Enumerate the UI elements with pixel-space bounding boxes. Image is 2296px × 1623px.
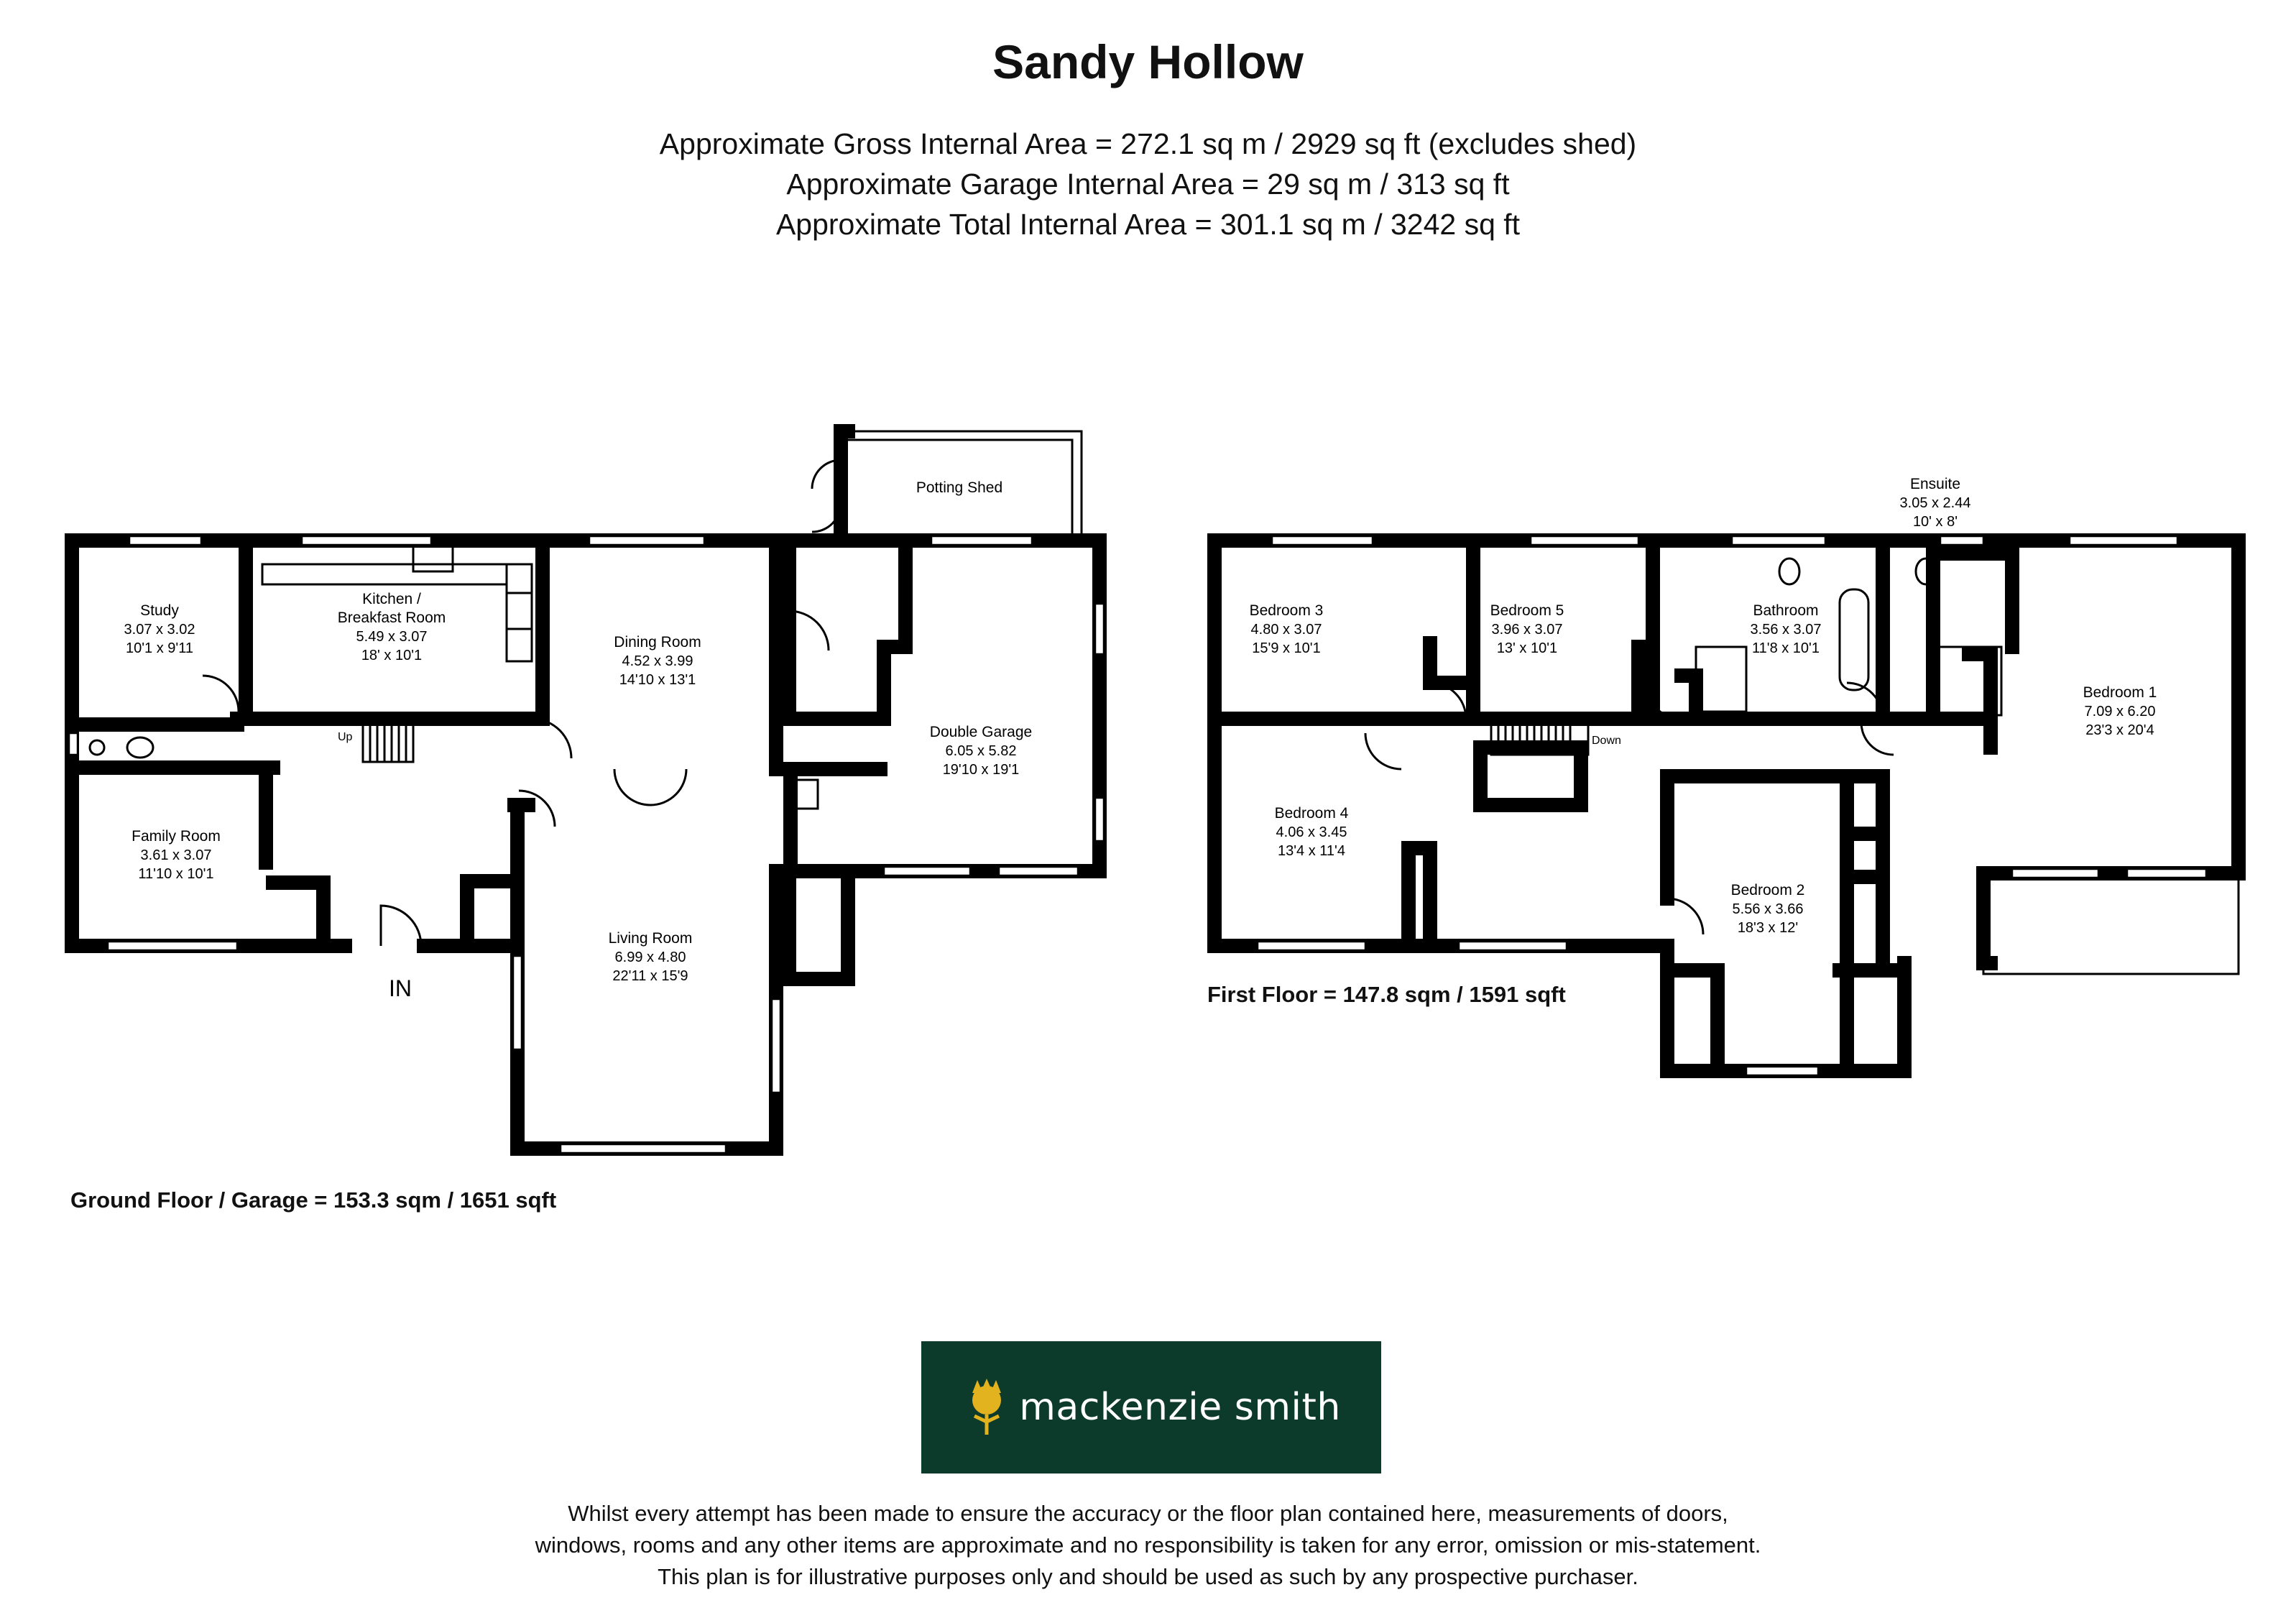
disclaimer-line-2: windows, rooms and any other items are approximate and no responsibility is taken for any error, omission or mis-statement. [535,1532,1761,1558]
wc-toilet-icon [127,737,153,758]
ensuite-imperial: 10' x 8' [1912,514,1958,530]
bedroom3-window [1272,536,1373,545]
potting-shed-wall [841,431,848,541]
study-imperial: 10'1 x 9'11 [125,640,194,656]
study-metric: 3.07 x 3.02 [124,622,195,638]
bedroom1-balcony-door [2012,869,2098,878]
bedroom2-window [1746,1067,1818,1075]
dining-double-doors [614,769,686,805]
living-bay-window [561,1144,726,1153]
dining-window [589,536,704,545]
wc-window [69,733,78,755]
stairs-down-label: Down [1592,735,1621,747]
hob-icon [507,593,532,629]
kitchen-metric: 5.49 x 3.07 [356,629,428,645]
bathroom-toilet-icon [1779,558,1799,584]
bedroom1-balcony-window [2127,869,2206,878]
living-name: Living Room [608,930,693,947]
bedroom1-metric: 7.09 x 6.20 [2084,704,2156,719]
garage-name: Double Garage [929,724,1033,740]
bathroom-imperial: 11'8 x 10'1 [1751,640,1820,656]
family-name: Family Room [132,828,221,845]
garage-side-window [1095,604,1104,654]
bedroom1-window [2070,536,2177,545]
ground-floor-area-label: Ground Floor / Garage = 153.3 sqm / 1651 sqft [70,1187,557,1213]
bathroom-window [1732,536,1825,545]
ground-floor-plan [69,431,1104,1153]
bedroom2-imperial: 18'3 x 12' [1737,920,1799,936]
disclaimer-line-3: This plan is for illustrative purposes only and should be used as such by any prospective purchaser. [658,1564,1638,1589]
plan-title: Sandy Hollow [992,35,1304,88]
kitchen-name-line2: Breakfast Room [337,610,446,626]
ensuite-window [1940,536,1983,545]
living-side-window-left [513,956,522,1049]
stairs-up-label: Up [338,731,353,743]
total-area-line: Approximate Total Internal Area = 301.1 sq m / 3242 sq ft [775,208,1521,241]
bedroom2-metric: 5.56 x 3.66 [1732,901,1804,917]
study-name: Study [140,602,179,619]
gross-area-line: Approximate Gross Internal Area = 272.1 sq m / 2929 sq ft (excludes shed) [659,127,1637,160]
wc-basin-icon [90,740,104,755]
ground-outer-wall [72,541,1099,1149]
garage-door-left [884,867,970,875]
living-imperial: 22'11 x 15'9 [612,968,688,984]
garage-side-window-2 [1095,798,1104,841]
hall-door [203,676,239,712]
dining-name: Dining Room [614,634,701,650]
thistle-icon [962,1379,1012,1436]
bedroom2-name: Bedroom 2 [1730,882,1805,898]
family-imperial: 11'10 x 10'1 [138,866,214,882]
disclaimer-line-1: Whilst every attempt has been made to ensure the accuracy or the floor plan contained here, measurements of doors, [568,1501,1728,1526]
kitchen-name: Kitchen / [362,591,421,607]
bedroom4-metric: 4.06 x 3.45 [1276,824,1347,840]
front-door [381,906,421,946]
bedroom1-imperial: 23'3 x 20'4 [2085,722,2154,738]
garage-inner-walls [776,541,905,871]
agent-logo-text: mackenzie smith [1019,1386,1341,1429]
garage-rear-window [931,536,1032,545]
bedroom3-imperial: 15'9 x 10'1 [1252,640,1321,656]
bathroom-shower-icon [1696,647,1746,712]
entrance-label: IN [389,975,412,1001]
kitchen-counter-side [507,564,532,661]
agent-logo [921,1341,1381,1473]
bathroom-name: Bathroom [1753,602,1819,619]
kitchen-counter [262,564,507,584]
garage-area-line: Approximate Garage Internal Area = 29 sq m / 313 sq ft [786,167,1510,201]
family-window [108,942,237,950]
living-metric: 6.99 x 4.80 [614,950,686,965]
first-floor-area-label: First Floor = 147.8 sqm / 1591 sqft [1207,982,1566,1007]
landing-window [1459,942,1567,950]
garage-door-right [999,867,1078,875]
kitchen-imperial: 18' x 10'1 [361,648,423,663]
bedroom5-name: Bedroom 5 [1490,602,1564,619]
bedroom5-metric: 3.96 x 3.07 [1491,622,1563,638]
bathroom-bath-icon [1840,589,1868,690]
garage-imperial: 19'10 x 19'1 [942,762,1020,778]
living-side-window-right [772,999,780,1093]
bedroom4-name: Bedroom 4 [1274,805,1349,822]
first-stairwell [1480,748,1581,805]
bedroom5-window [1531,536,1638,545]
family-metric: 3.61 x 3.07 [140,847,212,863]
ensuite-name: Ensuite [1909,476,1961,492]
bedroom1-door [1861,722,1894,755]
bedroom4-window [1258,942,1365,950]
balcony-outline [1983,881,2239,974]
bedroom3-name: Bedroom 3 [1249,602,1324,619]
bedroom5-imperial: 13' x 10'1 [1496,640,1558,656]
dining-metric: 4.52 x 3.99 [622,653,693,669]
bathroom-metric: 3.56 x 3.07 [1750,622,1822,638]
ensuite-metric: 3.05 x 2.44 [1899,495,1971,511]
bedroom3-metric: 4.80 x 3.07 [1250,622,1322,638]
potting-shed-name: Potting Shed [916,479,1003,496]
garage-metric: 6.05 x 5.82 [945,743,1017,759]
bedroom1-walls [1983,719,2239,934]
kitchen-sink-icon [413,546,453,571]
dining-imperial: 14'10 x 13'1 [619,672,696,688]
kitchen-window [302,536,431,545]
study-window [129,536,201,545]
bedroom4-door [1365,733,1401,769]
bedroom1-name: Bedroom 1 [2083,684,2157,701]
disclaimer [0,1498,2296,1593]
bedroom4-imperial: 13'4 x 11'4 [1277,843,1346,859]
